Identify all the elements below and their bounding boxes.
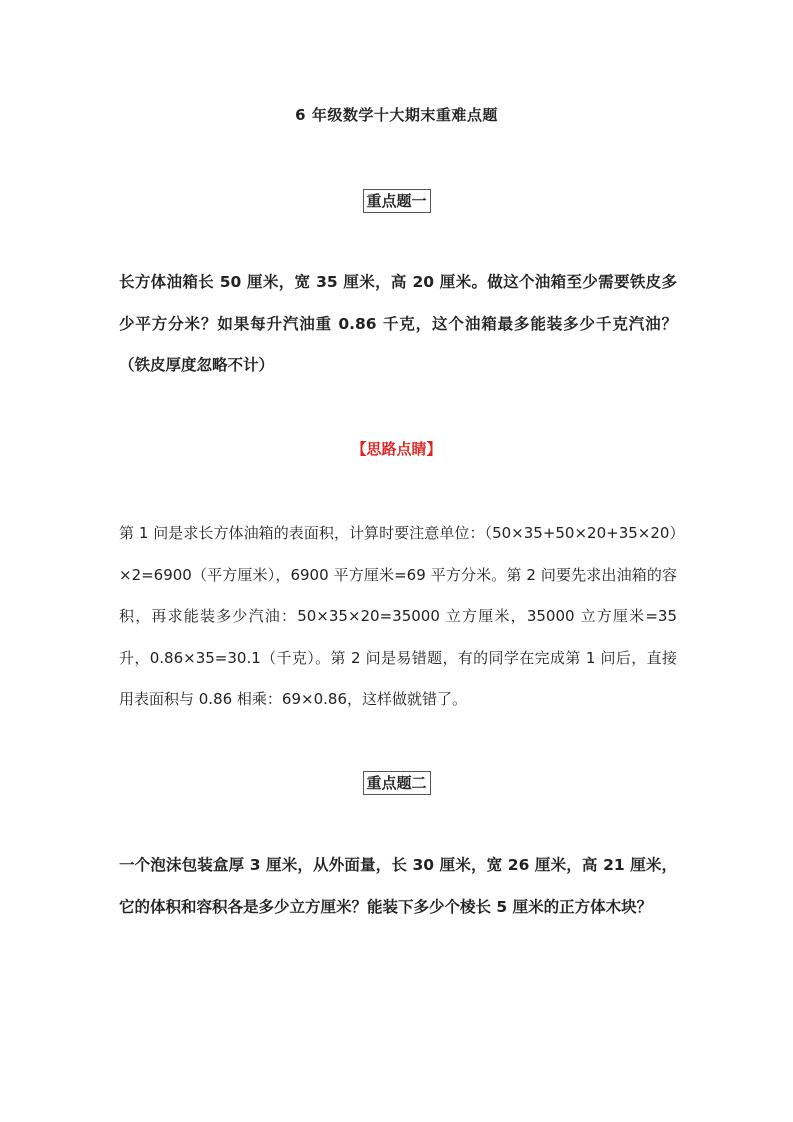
document-title: 6 年级数学十大期末重难点题 [295,106,498,124]
hint-text: 第 1 问是求长方体油箱的表面积，计算时要注意单位：（50×35+50×20+35×20）×2=6900（平方厘米），6900 平方厘米=69 平方分米。第 2 问要先求出油箱的容积，再求能装多少汽油：50×35×20=35000 立方厘米，35000 立方厘米=35 升，0.86×35=30.1（千克）。第 2 问是易错题，有的同学在完成第 1 问后，直接用表面积与 0.86 相乘：69×0.86，这样做就错了。 [119,524,677,708]
question-1: 长方体油箱长 50 厘米，宽 35 厘米，高 20 厘米。做这个油箱至少需要铁皮多少平方分米？如果每升汽油重 0.86 千克，这个油箱最多能装多少千克汽油？（铁皮厚度忽略不计） [119,273,677,374]
question-2: 一个泡沫包装盒厚 3 厘米，从外面量，长 30 厘米，宽 26 厘米，高 21 厘米，它的体积和容积各是多少立方厘米？能装下多少个棱长 5 厘米的正方体木块？ [119,856,677,916]
section-heading-2: 重点题二 [362,771,430,795]
section-heading-1: 重点题一 [362,189,430,213]
hint-heading: 【思路点睛】 [351,440,442,458]
